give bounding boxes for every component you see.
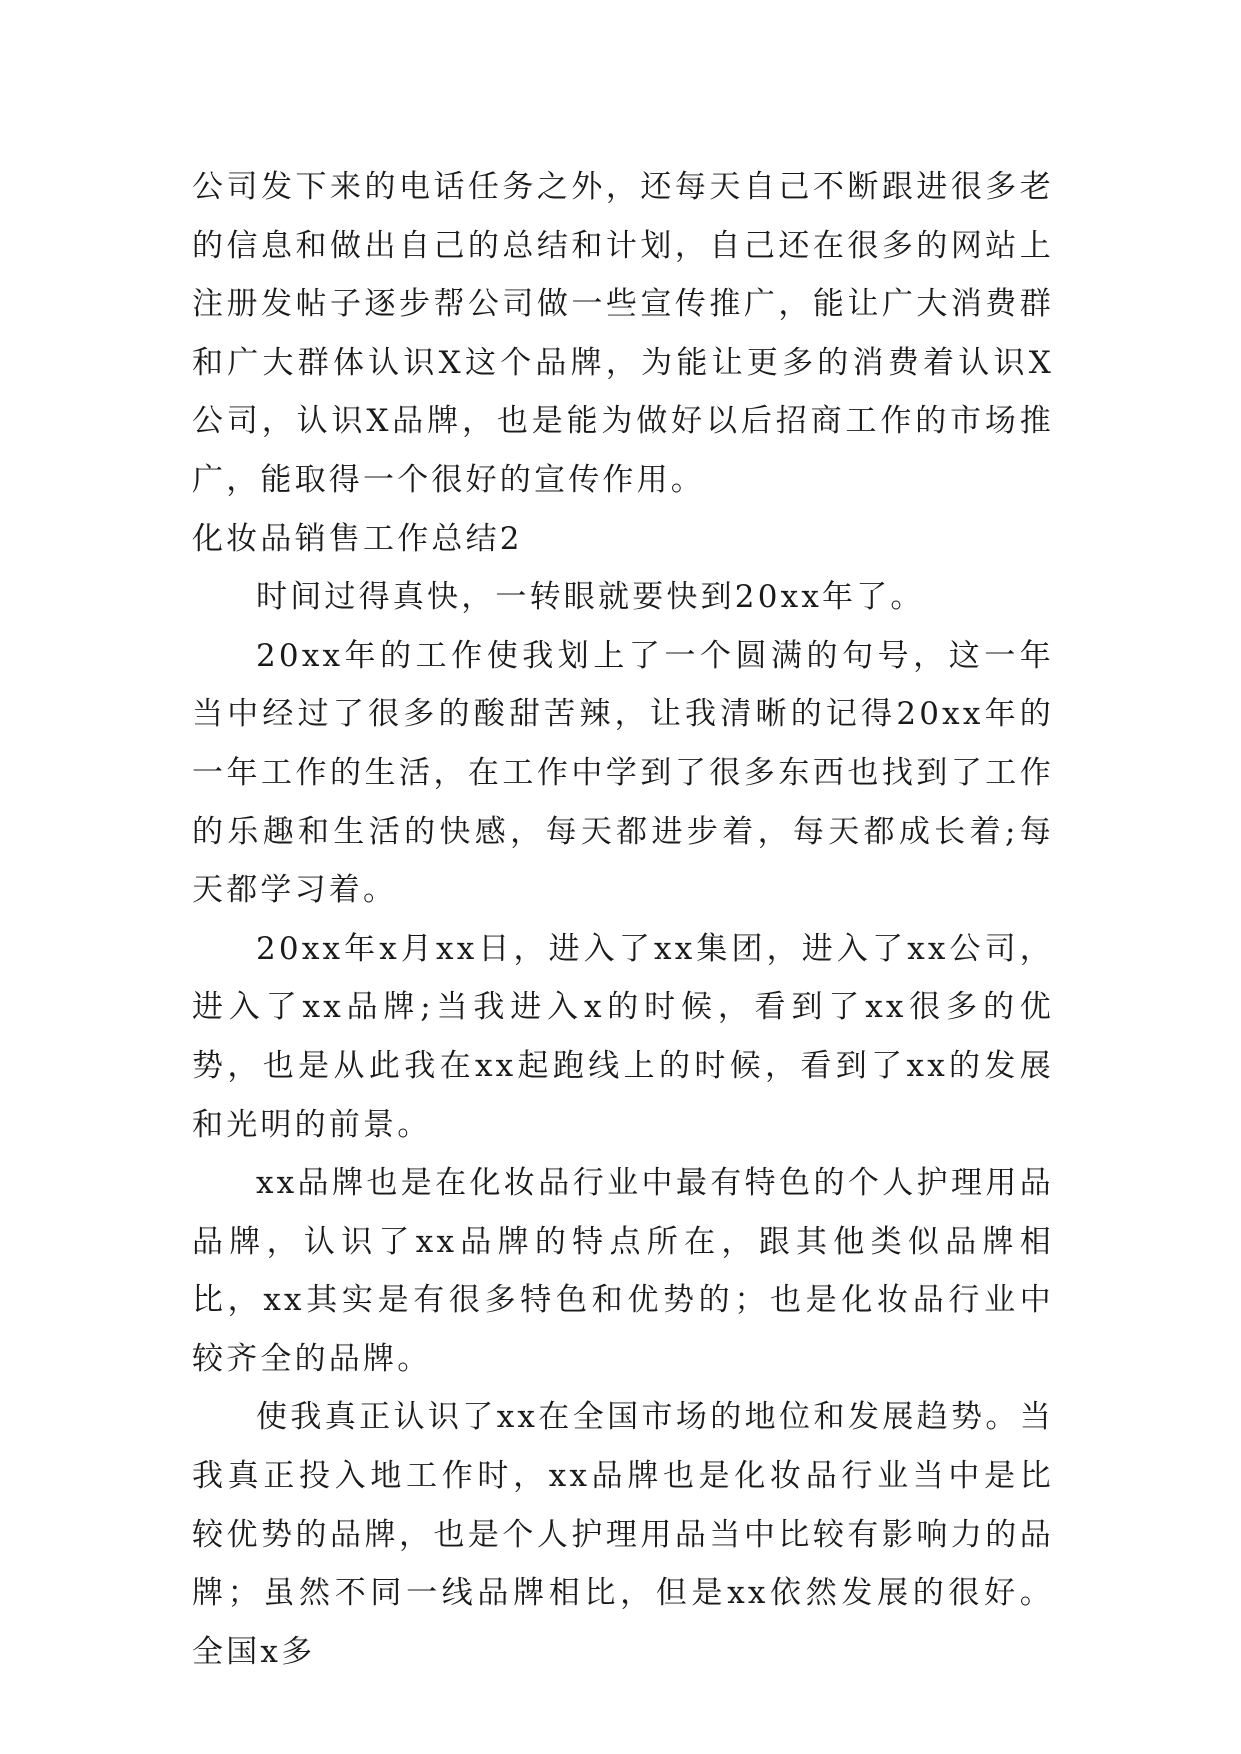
paragraph-continuation: 公司发下来的电话任务之外，还每天自己不断跟进很多老的信息和做出自己的总结和计划，自己还在很多的网站上注册发帖子逐步帮公司做一些宣传推广，能让广大消费群和广大群体认识X这个品牌，为能让更多的消费着认识X公司，认识X品牌，也是能为做好以后招商工作的市场推广，能取得一个很好的宣传作用。 — [192, 169, 1054, 498]
paragraph: 20xx年x月xx日，进入了xx集团，进入了xx公司，进入了xx品牌;当我进入x的时候，看到了xx很多的优势，也是从此我在xx起跑线上的时候，看到了xx的发展和光明的前景。 — [192, 930, 1054, 1143]
paragraph: xx品牌也是在化妆品行业中最有特色的个人护理用品品牌，认识了xx品牌的特点所在，跟其他类似品牌相比，xx其实是有很多特色和优势的；也是化妆品行业中较齐全的品牌。 — [192, 1165, 1054, 1377]
paragraph: 使我真正认识了xx在全国市场的地位和发展趋势。当我真正投入地工作时，xx品牌也是化妆品行业当中是比较优势的品牌，也是个人护理用品当中比较有影响力的品牌；虽然不同一线品牌相比，但是xx依然发展的很好。全国x多 — [192, 1399, 1054, 1670]
paragraph: 时间过得真快，一转眼就要快到20xx年了。 — [256, 579, 925, 616]
section-heading: 化妆品销售工作总结2 — [192, 520, 523, 557]
paragraph: 20xx年的工作使我划上了一个圆满的句号，这一年当中经过了很多的酸甜苦辣，让我清晰的记得20xx年的一年工作的生活，在工作中学到了很多东西也找到了工作的乐趣和生活的快感，每天都进步着，每天都成长着;每天都学习着。 — [192, 637, 1054, 909]
document-body — [192, 158, 1054, 1681]
